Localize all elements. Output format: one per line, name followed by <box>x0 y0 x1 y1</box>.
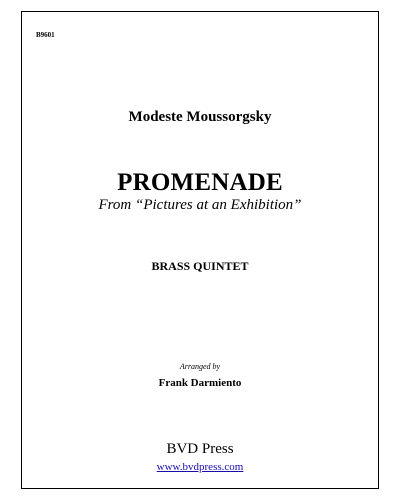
piece-subtitle: From “Pictures at an Exhibition” <box>98 197 302 213</box>
cover-page <box>21 11 379 489</box>
arranger-name: Frank Darmiento <box>158 377 242 389</box>
arranged-by-label: Arranged by <box>179 362 221 371</box>
publisher-website-link[interactable]: www.bvdpress.com <box>156 461 244 473</box>
piece-title: PROMENADE <box>117 169 283 196</box>
composer-name: Modeste Moussorgsky <box>128 109 272 125</box>
ensemble-label: BRASS QUINTET <box>151 259 249 273</box>
catalog-number: B9601 <box>36 31 55 39</box>
publisher-name: BVD Press <box>166 441 234 457</box>
